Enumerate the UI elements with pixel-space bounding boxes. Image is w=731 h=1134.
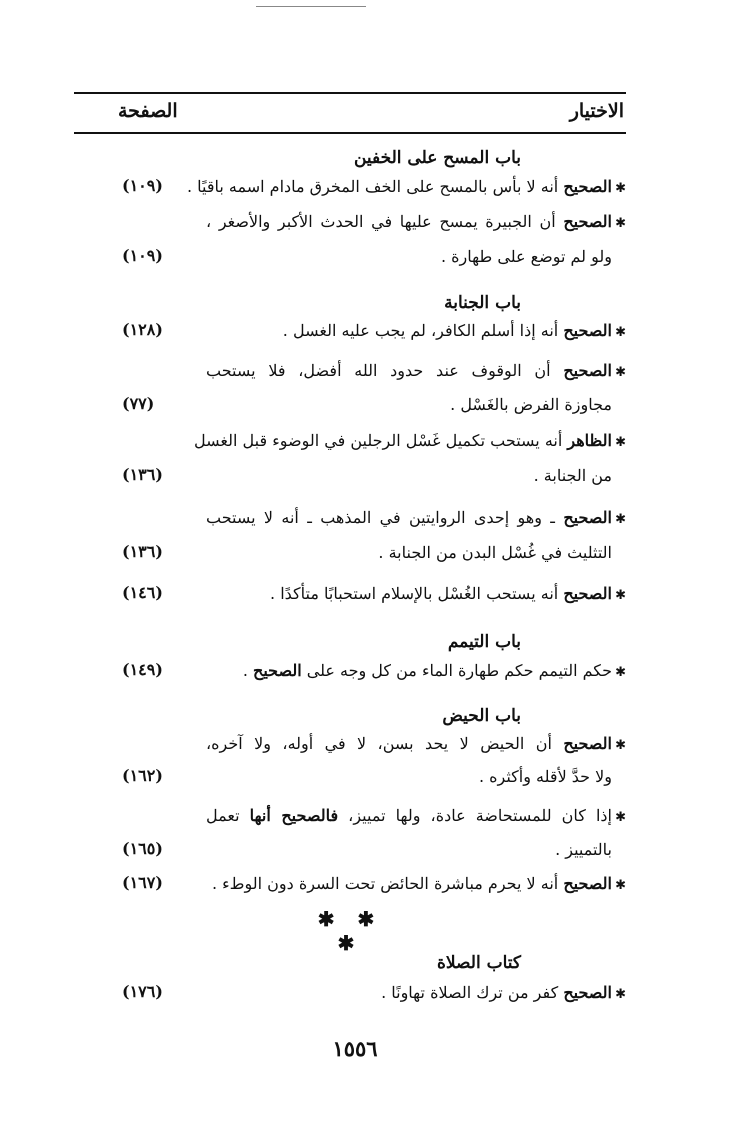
bullet-icon: ✱ [615, 810, 626, 825]
bullet-icon: ✱ [615, 588, 626, 603]
page-ref: (١٦٢) [122, 766, 163, 785]
page-ref: (١٠٩) [122, 176, 163, 195]
column-title-choice: الاختيار [569, 100, 624, 122]
bullet-icon: ✱ [615, 435, 626, 450]
entry-line: ✱الصحيح أنه إذا أسلم الكافر، لم يجب عليه الغسل . [206, 320, 626, 344]
entry-line: ✱الصحيح ـ وهو إحدى الروايتين في المذهب ـ أنه لا يستحب [206, 507, 626, 531]
bullet-icon: ✱ [615, 216, 626, 231]
bullet-icon: ✱ [615, 665, 626, 680]
entry-continuation: ولو لم توضع على طهارة . [441, 247, 612, 266]
page-ref: (١٣٦) [122, 465, 163, 484]
entry-line: ✱إذا كان للمستحاضة عادة، ولها تمييز، فالصحيح أنها تعمل [206, 805, 626, 829]
entry-line: ✱الصحيح أنه لا بأس بالمسح على الخف المخرق مادام اسمه باقيًا . [206, 176, 626, 200]
entry-continuation: مجاوزة الفرض بالغَسْل . [450, 395, 612, 414]
entry-line: ✱الصحيح أن الوقوف عند حدود الله أفضل، فلا يستحب [206, 360, 626, 384]
table-header [74, 92, 626, 134]
bullet-icon: ✱ [615, 878, 626, 893]
section-title: باب الحيض [442, 706, 521, 726]
entry-line: ✱الظاهر أنه يستحب تكميل غَسْل الرجلين في الوضوء قبل الغسل [206, 430, 626, 454]
section-title: باب المسح على الخفين [353, 148, 521, 168]
bullet-icon: ✱ [615, 325, 626, 340]
entry-line: ✱الصحيح أنه لا يحرم مباشرة الحائض تحت السرة دون الوطء . [206, 873, 626, 897]
bullet-icon: ✱ [615, 738, 626, 753]
top-rule [256, 6, 366, 7]
bullet-icon: ✱ [615, 987, 626, 1002]
entry-line: ✱حكم التيمم حكم طهارة الماء من كل وجه على الصحيح . [206, 660, 626, 684]
page-ref: (١٤٩) [122, 660, 163, 679]
entry-line: ✱الصحيح أن الجبيرة يمسح عليها في الحدث الأكبر والأصغر ، [206, 211, 626, 235]
bullet-icon: ✱ [615, 365, 626, 380]
entry-line: ✱الصحيح أنه يستحب الغُسْل بالإسلام استحبابًا متأكدًا . [206, 583, 626, 607]
separator-stars: ✱ ✱ ✱ [317, 907, 383, 955]
entry-line: ✱الصحيح أن الحيض لا يحد بسن، لا في أوله، ولا آخره، [206, 733, 626, 757]
bullet-icon: ✱ [615, 512, 626, 527]
entry-continuation: بالتمييز . [555, 840, 612, 859]
page-ref: (١٢٨) [122, 320, 163, 339]
page-ref: (١٣٦) [122, 542, 163, 561]
entry-continuation: التثليث في غُسْل البدن من الجنابة . [378, 543, 612, 562]
page-ref: (١٠٩) [122, 246, 163, 265]
page-ref: (١٧٦) [122, 982, 163, 1001]
page-ref: (١٤٦) [122, 583, 163, 602]
entry-continuation: من الجنابة . [533, 466, 612, 485]
bullet-icon: ✱ [615, 181, 626, 196]
section-title: باب الجنابة [444, 293, 521, 313]
page-number: ١٥٥٦ [332, 1036, 378, 1061]
page-ref: (٧٧) [122, 394, 155, 413]
column-title-page: الصفحة [118, 100, 178, 122]
entry-continuation: ولا حدَّ لأقله وأكثره . [478, 767, 612, 786]
page-ref: (١٦٥) [122, 839, 163, 858]
section-title: باب التيمم [447, 632, 521, 652]
section-title: كتاب الصلاة [436, 953, 521, 973]
entry-line: ✱الصحيح كفر من ترك الصلاة تهاونًا . [206, 982, 626, 1006]
page-ref: (١٦٧) [122, 873, 163, 892]
